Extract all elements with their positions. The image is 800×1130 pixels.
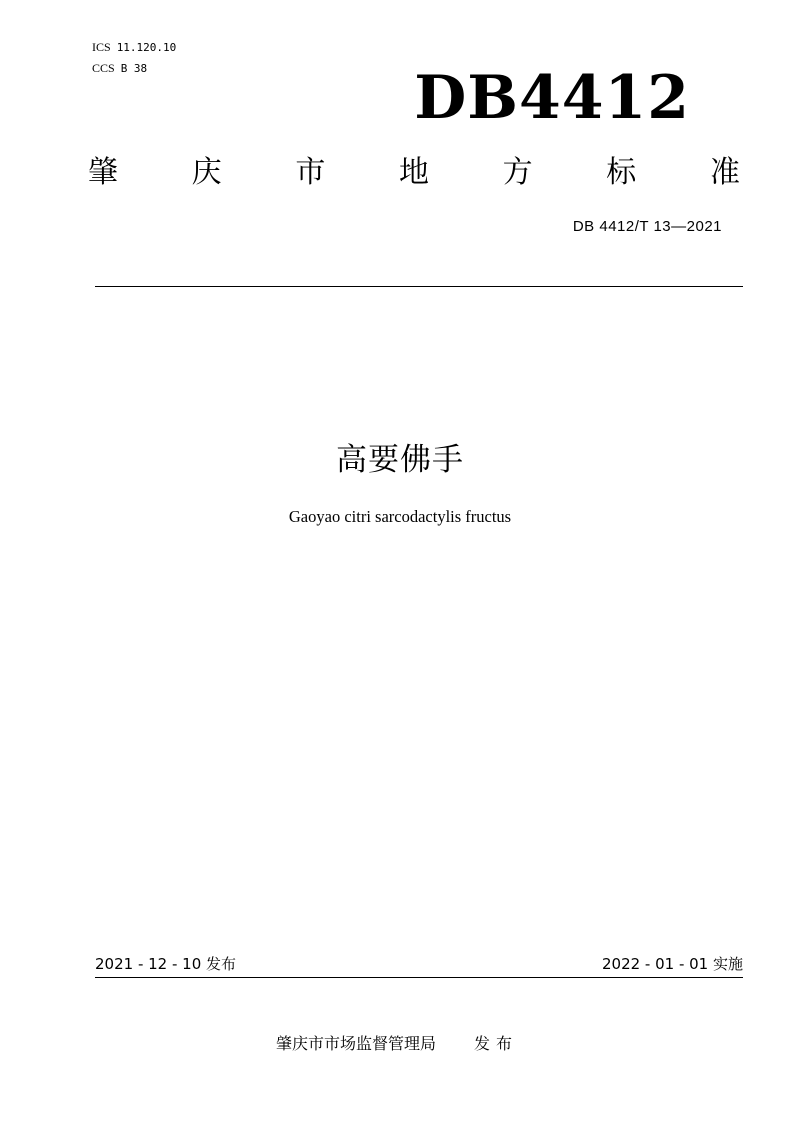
- standard-number: DB 4412/T 13—2021: [572, 218, 722, 235]
- header-divider: [95, 286, 743, 287]
- issuer-name: 肇庆市市场监督管理局: [276, 1034, 437, 1053]
- document-title-english: Gaoyao citri sarcodactylis fructus: [288, 507, 512, 526]
- issuer-line: [276, 1033, 518, 1055]
- release-date: 2021 - 12 - 10 发布: [95, 955, 237, 973]
- ccs-code: [92, 61, 147, 76]
- standard-type-char: 地: [398, 155, 429, 190]
- standard-type-char: 庆: [191, 155, 222, 190]
- ccs-label: CCS: [92, 61, 115, 75]
- ics-label: ICS: [92, 40, 111, 54]
- standard-type-char: 市: [295, 155, 326, 190]
- document-title: 高要佛手: [336, 442, 464, 478]
- ccs-value: B 38: [120, 62, 148, 75]
- issuer-action: 发布: [474, 1034, 519, 1053]
- ics-value: 11.120.10: [116, 41, 177, 54]
- standard-type-char: 肇: [88, 155, 118, 190]
- ics-code: [92, 40, 176, 55]
- standard-type-char: 方: [502, 155, 533, 190]
- standard-type-char: 标: [606, 155, 637, 190]
- standard-type-char: 准: [709, 155, 740, 190]
- standard-code: DB4412: [414, 63, 690, 133]
- implementation-date: 2022 - 01 - 01 实施: [601, 955, 743, 973]
- footer-divider: [95, 977, 743, 978]
- standard-type-heading: [88, 150, 740, 196]
